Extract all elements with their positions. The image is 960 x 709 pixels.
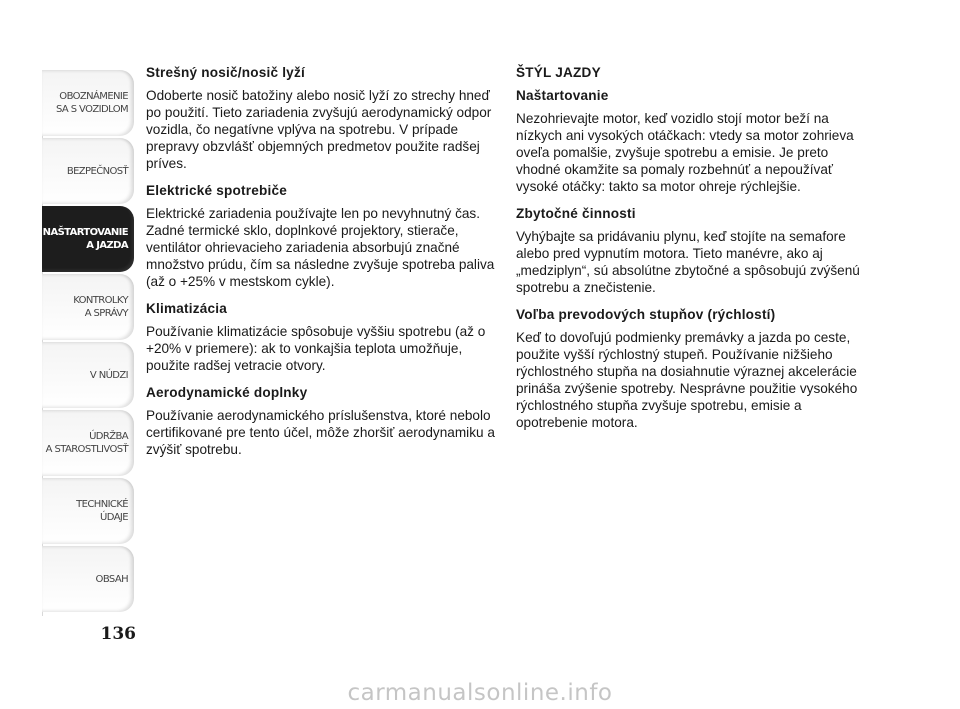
section-heading: Voľba prevodových stupňov (rýchlostí) [516,307,776,322]
tab-kontrolky[interactable] [42,274,134,340]
section-text: Používanie aerodynamického príslušenstva, ktoré nebolo certifikované pre tento účel, môže zhoršiť aerodynamiku a zvýšiť spotrebu. [146,408,495,457]
section-aerodynamic [146,384,506,458]
tab-label-line2: A SPRÁVY [84,308,128,319]
section-heading: Klimatizácia [146,301,227,316]
page-number: 136 [100,624,136,644]
section-air-conditioning [146,300,506,374]
section-text: Odoberte nosič batožiny alebo nosič lyží zo strechy hneď po použití. Tieto zariadenia zvyšujú aerodynamický odpor vozidla, čo negatívne vplýva na spotrebu. V prípade prepravy obzvlášť objemných predmetov použite radšej príves. [146,88,492,171]
section-heading: Naštartovanie [516,88,609,103]
tab-label-line2: A STAROSTLIVOSŤ [45,444,128,455]
section-text: Keď to dovoľujú podmienky premávky a jazda po ceste, použite vyšší rýchlostný stupeň. Používanie nižšieho rýchlostného stupňa na dosiahnutie výraznej akcelerácie prináša zvýšenie spotreby. Nesprávne použitie vysokého rýchlostného stupňa zvyšuje spotrebu, emisie a opotrebenie motora. [516,330,858,430]
section-heading: Aerodynamické doplnky [146,385,308,400]
section-text: Elektrické zariadenia používajte len po nevyhnutný čas. Zadné termické sklo, doplnkové projektory, stierače, ventilátor ohrievacieho zariadenia absorbujú značné množstvo prúdu, čím sa následne zvyšuje spotreba paliva (až o +25% v mestskom cykle). [146,206,495,289]
section-heading: Strešný nosič/nosič lyží [146,65,305,80]
tab-technicke-udaje[interactable] [42,478,134,544]
watermark: carmanualsonline.info [347,680,613,706]
section-heading: Elektrické spotrebiče [146,183,287,198]
tab-oboznamenie[interactable] [42,70,134,136]
tab-label-line2: A JAZDA [86,240,128,251]
tab-bezpecnost[interactable] [42,138,134,204]
section-electrical [146,182,506,290]
section-starting [516,87,876,195]
tab-udrzba[interactable] [42,410,134,476]
left-column [146,64,506,468]
tab-label-line1: OBOZNÁMENIE [59,91,128,102]
tab-nastartovanie-active[interactable] [42,206,134,272]
tab-label-line1: ÚDRŽBA [89,431,128,442]
chapter-title: ŠTÝL JAZDY [516,65,601,80]
tab-label-line1: BEZPEČNOSŤ [66,165,128,177]
tab-label-line1: NAŠTARTOVANIE [42,227,128,238]
section-text: Vyhýbajte sa pridávaniu plynu, keď stojíte na semafore alebo pred vypnutím motora. Tieto manévre, ako aj „medziplyn“, sú absolútne zbytočné a spôsobujú zvýšenú spotrebu a znečistenie. [516,229,860,295]
tab-v-nudzi[interactable] [42,342,134,408]
section-text: Používanie klimatizácie spôsobuje vyššiu spotrebu (až o +20% v priemere): ak to vonkajšia teplota umožňuje, použite radšej vetracie otvory. [146,324,486,373]
section-heading: Zbytočné činnosti [516,206,636,221]
tab-label-line1: OBSAH [95,573,128,585]
section-roof-rack [146,64,506,172]
right-column [516,64,876,441]
tab-label-line1: KONTROLKY [73,295,128,306]
section-text: Nezohrievajte motor, keď vozidlo stojí motor beží na nízkych ani vysokých otáčkach: vtedy sa motor zohrieva oveľa pomalšie, zvyšuje spotrebu a emisie. Je preto vhodné okamžite sa pomaly rozbehnúť a nepoužívať vysoké otáčky: takto sa motor ohreje rýchlejšie. [516,111,854,194]
tab-label-line2: SA S VOZIDLOM [55,104,128,115]
tab-label-line1: V NÚDZI [89,369,128,381]
tab-obsah[interactable] [42,546,134,612]
section-unnecessary [516,205,876,296]
tab-label-line1: TECHNICKÉ [76,499,128,510]
section-gear-choice [516,306,876,431]
tab-label-line2: ÚDAJE [100,512,128,523]
chapter-tabs [42,70,134,616]
